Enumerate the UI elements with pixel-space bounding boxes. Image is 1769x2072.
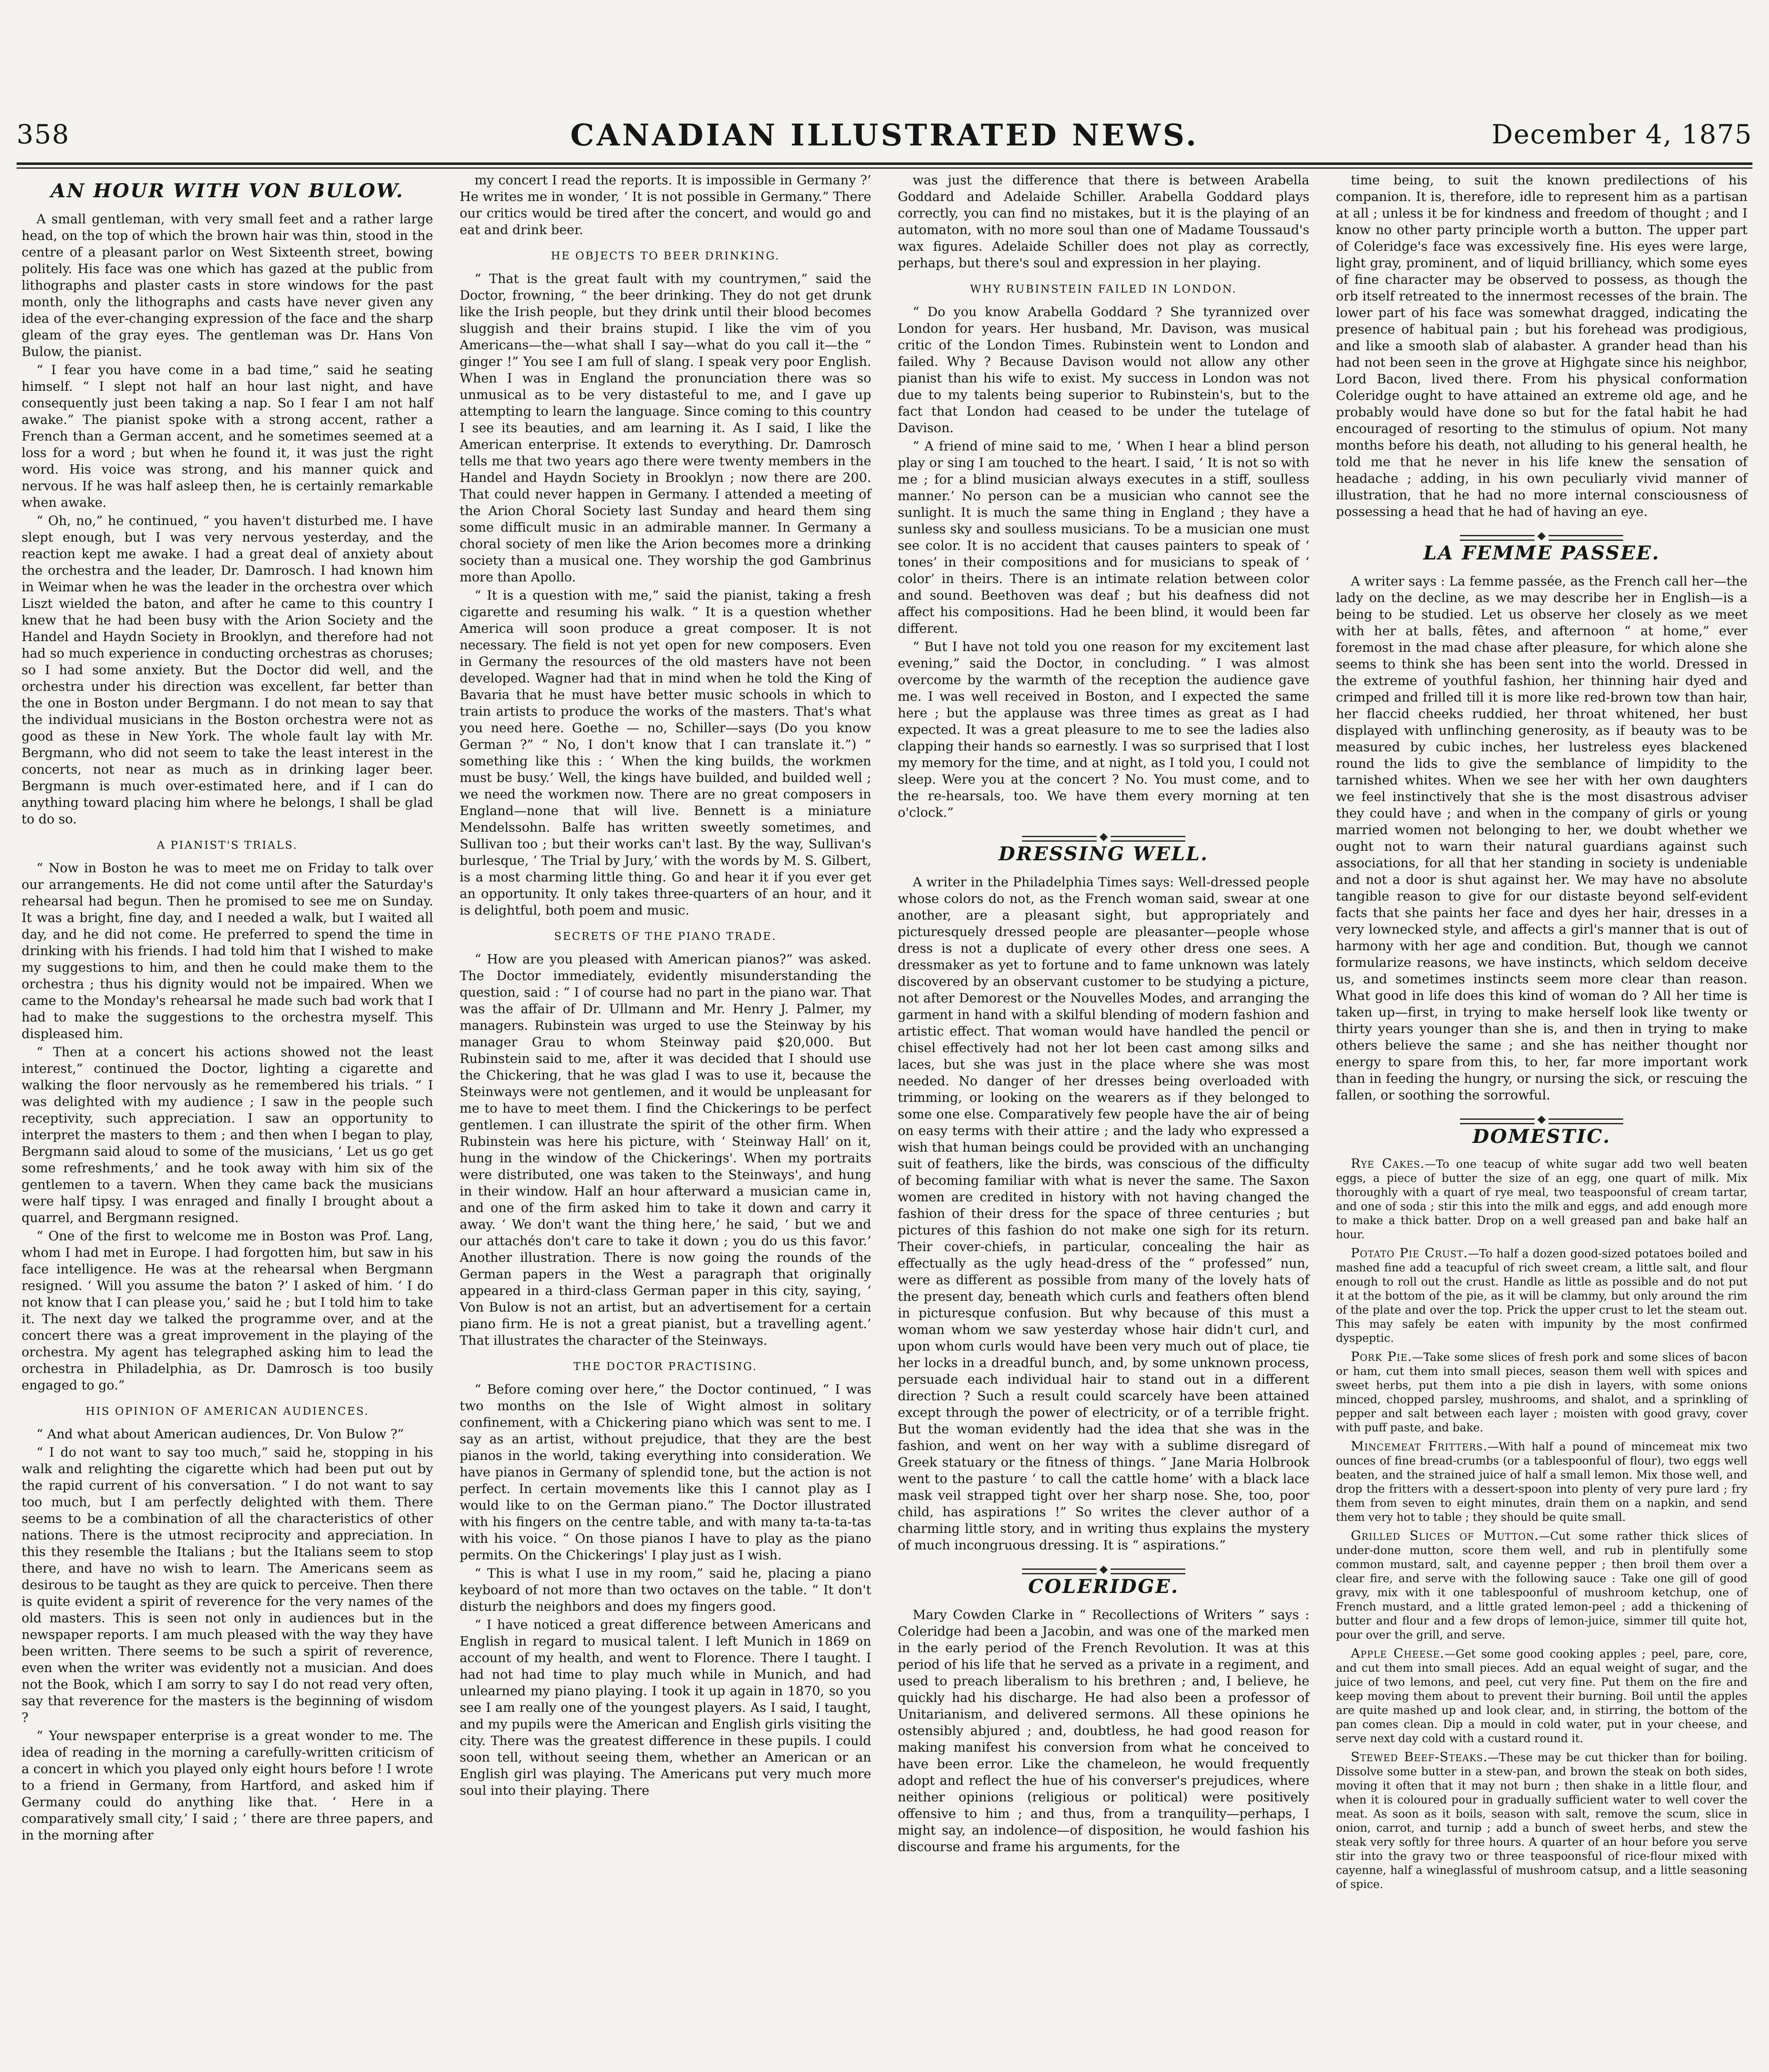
section-divider-ornament: [898, 828, 1310, 835]
section-divider-ornament: [1336, 527, 1748, 534]
subhead-doctor-practising: THE DOCTOR PRACTISING.: [573, 1360, 758, 1373]
recipe-grilled-mutton: [1336, 1529, 1748, 1642]
article-title-coleridge: COLERIDGE.: [1028, 1575, 1179, 1598]
paragraph: “ This is what I use in my room,” said he, placing a piano keyboard of not more than two octaves on the table. “ It don't disturb the neighbors and does my fingers good.: [459, 1566, 871, 1614]
recipe-pork-pie: [1336, 1350, 1748, 1435]
column-2: [455, 172, 877, 2072]
recipe-rye-cakes: [1336, 1157, 1748, 1242]
recipe-text: —To half a dozen good-sized potatoes boiled and mashed fine add a teacupful of rich sweet cream, a little salt, and flour enough to roll out the crust. Handle as little as possible and do not put it at the bottom of the pie, as it will be clammy, but only around the rim of the plate and over the top. Prick the upper crust to let the steam out. This may safely be eaten with impunity by the most confirmed dyspeptic.: [1336, 1247, 1747, 1345]
recipe-text: —Take some slices of fresh pork and some slices of bacon or ham, cut them into small pieces, season them well with spices and sweet herbs, put them into a pie dish in layers, with some onions minced, chopped parsley, mushrooms, and shalot, and a sprinkling of pepper and salt between each layer ; moisten with good gravy, cover with puff paste, and bake.: [1336, 1351, 1747, 1434]
subhead-beer-drinking: HE OBJECTS TO BEER DRINKING.: [551, 250, 780, 262]
article-columns: [17, 172, 1752, 2072]
newspaper-title: CANADIAN ILLUSTRATED NEWS.: [570, 117, 1199, 152]
paragraph: “ Your newspaper enterprise is a great wonder to me. The idea of reading in the morning a carefully-written criticism of a concert in which you played only eight hours before ! I wrote to a friend in Germany, from Hartford, and asked him if Germany could do anything like that. ‘ Here in a comparatively small city,’ I said ; ‘ there are three papers, and in the morning after: [22, 1728, 433, 1843]
recipe-name: Pork Pie.: [1351, 1349, 1412, 1364]
paragraph: A writer in the Philadelphia Times says: Well-dressed people whose colors do not, as the French woman said, swear at one another, are a pleasant sight, but appropriately and picturesquely dressed people are pleasanter—people whose dress is not a duplicate of every other dress one sees. A dressmaker as yet to fortune and to fame unknown was lately discovered by an observant customer to be studying a picture, not after Demorest or the Nouvelles Modes, and arranging the garment in hand with a skilful blending of modern fashion and artistic effect. That woman would have handled the pencil or chisel effectively had not her lot been cast among silks and laces, but she was just in the place where she was most needed. No danger of her dresses being overloaded with trimming, or looking on the wearers as if they belonged to some one else. Comparatively few people have the air of being on easy terms with their attire ; and the lady who expressed a wish that human beings could be provided with an unchanging suit of feathers, like the birds, was conscious of the difficulty of becoming familiar with what is never the same. The Saxon women are credited in history with not having changed the fashion of their dress for the space of three centuries ; but pictures of this fashion do not make one sigh for its return. Their cover-chiefs, in particular, concealing the hair as effectually as the ugly head-dress of the “ professed” nun, were as different as possible from many of the lovely hats of the present day, beneath which curls and feathers often blend in picturesque confusion. But why because of this must a woman whom we saw yesterday whose hair didn't curl, and upon whom curls would have been very much out of place, tie her locks in a dreadful bunch, and, by some unknown process, persuade each individual hair to stand out in a different direction ? Such a result could scarcely have been attained except through the power of electricity, or of a terrible fright. But the woman evidently had the idea that she was in the fashion, and went on her way with a sublime disregard of Greek statuary or the fitness of things. “ Jane Maria Holbrook went to the pasture ‘ to call the cattle home’ with a black lace mask veil strapped tight over her sharp nose. She, too, poor child, has aspirations !” So writes the clever author of a charming little story, and in writing thus explains the mystery of much incongruous dressing. It is “ aspirations.”: [898, 875, 1310, 1553]
paragraph: my concert I read the reports. It is impossible in Germany ?’ He writes me in wonder, ‘ It is not possible in Germany.” There our critics would be tired after the concert, and would go and eat and drink beer.: [459, 173, 871, 237]
masthead-rule: [17, 162, 1752, 165]
paragraph: “ I fear you have come in a bad time,” said he seating himself. “ I slept not half an hour last night, and have consequently just been taking a nap. So I fear I am not half awake.” The pianist spoke with a strong accent, rather a French than a German accent, and he sometimes seemed at a loss for a word ; but when he found it, it was just the right word. His voice was strong, and his manner quick and nervous. If he was half asleep then, he is certainly remarkable when awake.: [22, 363, 433, 510]
column-4: [1331, 172, 1753, 2072]
recipe-name: Grilled Slices of Mutton.: [1351, 1528, 1539, 1543]
paragraph: was just the difference that there is between Arabella Goddard and Adelaide Schiller. Arabella Goddard plays correctly, you can find no mistakes, but it is the playing of an automaton, with no more soul than one of Madame Toussaud's wax figures. Adelaide Schiller does not play as correctly, perhaps, but there's soul and expression in her playing.: [898, 173, 1310, 271]
recipe-text: —These may be cut thicker than for boiling. Dissolve some butter in a stew-pan, and brown the steak on both sides, moving it often that it may not burn ; then shake in a little flour, and when it is coloured pour in gradually sufficient water to well cover the meat. As soon as it boils, season with salt, remove the scum, slice in onion, carrot, and turnip ; add a bunch of sweet herbs, and stew the steak very softly for three hours. A quarter of an hour before you serve stir into the gravy two or three teaspoonsful of rice-flour mixed with cayenne, half a wineglassful of mushroom catsup, and a little seasoning of spice.: [1336, 1751, 1747, 1891]
paragraph: time being, to suit the known predilections of his companion. It is, therefore, idle to represent him as a partisan at all ; unless it be for kindness and freedom of thought ; and I know no other party principle worth a button. The upper part of Coleridge's face was excessively fine. His eyes were large, light gray, prominent, and of liquid brilliancy, which some eyes of fine character may be observed to possess, as though the orb itself retreated to the innermost recesses of the brain. The lower part of his face was somewhat dragged, indicating the presence of habitual pain ; but his forehead was prodigious, and like a smooth slab of alabaster. A grander head than his had not been seen in the grove at Highgate since his neighbor, Lord Bacon, lived there. From his physical conformation Coleridge ought to have attained an extreme old age, and he probably would have done so but for the fatal habit he had encouraged of resorting to the stimulus of opium. Not many months before his death, not alluding to his general health, he told me that he never in his life knew the sensation of headache ; adding, in his own peculiarly vivid manner of illustration, that he had no more internal consciousness of possessing a head that he had of having an eye.: [1336, 173, 1747, 519]
section-divider-ornament: [1336, 1110, 1748, 1118]
paragraph: “ How are you pleased with American pianos?” was asked. The Doctor immediately, evidently misunderstanding the question, said : “ I of course had no part in the piano war. That was the affair of Dr. Ullmann and Mr. Henry J. Palmer, my managers. Rubinstein was urged to use the Steinway by his manager Grau to whom Steinway paid $20,000. But Rubinstein said to me, after it was decided that I should use the Chickering, that he was glad I was to use it, because the Steinways were not gentlemen, and it would be unpleasant for me to have to meet them. I find the Chickerings to be perfect gentlemen. I can illustrate the spirit of the other firm. When Rubinstein was here his picture, with ‘ Steinway Hall’ on it, hung in the window of the Chickerings'. When my portraits were distributed, one was taken to the Steinways', and hung in their window. Half an hour afterward a musician came in, and one of the firm asked him to take it down and carry it away. ‘ We don't want the thing here,’ he said, ‘ but we and our attachés don't care to take it down ; you do us this favor.’ Another illustration. There is now going the rounds of the German papers in the West a paragraph that originally appeared in a third-class German paper in this city, saying, ‘ Von Bulow is not an artist, but an advertisement for a certain piano firm. He is not a great pianist, but a travelling agent.’ That illustrates the character of the Steinways.: [459, 952, 871, 1348]
recipe-apple-cheese: [1336, 1646, 1748, 1746]
paragraph: A small gentleman, with very small feet and a rather large head, on the top of which the brown hair was thin, stood in the centre of a pleasant parlor on West Sixteenth street, bowing politely. His face was one which has gazed at the public from lithographs and plaster casts in store windows for the past month, only the lithographs and casts have never given any idea of the ever-changing expression of the face and the sharp gleam of the gray eyes. The gentleman was Dr. Hans Von Bulow, the pianist.: [22, 212, 433, 359]
recipe-potato-pie-crust: [1336, 1246, 1748, 1346]
paragraph: “ Now in Boston he was to meet me on Friday to talk over our arrangements. He did not come until after the Saturday's rehearsal had begun. Then he promised to see me on Sunday. It was a bright, fine day, and I needed a walk, but I waited all day, and he did not come. He preferred to spend the time in drinking with his friends. I had told him that I wished to make my suggestions to him, and then he could make them to the orchestra ; thus his dignity would not be impaired. When we came to the Monday's rehearsal he made such bad work that I had to make the suggestions to the orchestra myself. This displeased him.: [22, 861, 433, 1041]
recipe-text: —Cut some rather thick slices of under-done mutton, score them well, and rub in plentifully some common mustard, salt, and cayenne pepper ; then broil them over a clear fire, and serve with the following sauce : Take one gill of good gravy, mix with it one tablespoonful of mushroom ketchup, one of French mustard, and a little grated lemon-peel ; add a thickening of butter and flour and a few drops of lemon-juice, simmer till quite hot, pour over the grill, and serve.: [1336, 1530, 1747, 1641]
recipe-mincemeat-fritters: [1336, 1439, 1748, 1525]
subhead-piano-trade: SECRETS OF THE PIANO TRADE.: [554, 930, 777, 943]
paragraph: “ And what about American audiences, Dr. Von Bulow ?”: [36, 1427, 404, 1442]
issue-date: December 4, 1875: [1491, 119, 1752, 150]
column-1: [17, 172, 438, 2072]
article-title-la-femme-passee: LA FEMME PASSEE.: [1423, 542, 1660, 564]
masthead: [17, 112, 1752, 157]
paragraph: “ One of the first to welcome me in Boston was Prof. Lang, whom I had met in Europe. I had forgotten him, but saw in his face intelligence. He was at the rehearsal when Bergmann resigned. ‘ Will you assume the baton ?’ I asked of him. ‘ I do not know that I can please you,’ said he ; but I told him to take it. The next day we talked the programme over, and at the concert there was a great improvement in the playing of the orchestra. My agent has telegraphed asking him to lead the orchestra in Philadelphia, as Dr. Damrosch is too busily engaged to go.”: [22, 1229, 433, 1393]
paragraph: “ I have noticed a great difference between Americans and English in regard to musical talent. I left Munich in 1869 on account of my health, and went to Florence. There I taught. I had not had time to play much while in Munich, and had unlearned my piano playing. I took it up again in 1870, so you see I am really one of the youngest players. As I said, I taught, and my pupils were the American and English girls visiting the city. There was the greatest difference in these pupils. I could soon tell, without seeing them, whether an American or an English girl was playing. The Americans put very much more soul into their playing. There: [459, 1617, 871, 1798]
page-number: 358: [17, 119, 70, 150]
recipe-stewed-beef-steaks: [1336, 1750, 1748, 1892]
paragraph: “ I do not want to say too much,” said he, stopping in his walk and relighting the cigarette which had been put out by the rapid current of his conversation. “ I do not want to say too much, but I am perfectly delighted with them. There seems to be a combination of all the characteristics of other nations. There is the utmost reciprocity and appreciation. In this they resemble the Italians ; but the Italians seem to stop there, and have no wish to learn. The Americans seem as desirous to be taught as they are quick to perceive. Then there is quite evident a spirit of reverence for the very names of the old masters. This is seen not only in audiences but in the newspaper reports. I am much pleased with the way they have been written. There seems to be such a spirit of reverence, even when the writer was evidently not a musician. And does not the Book, which I am sorry to say I do not read very often, say that reverence for the masters is the beginning of wisdom ?: [22, 1445, 433, 1725]
article-title-dressing-well: DRESSING WELL.: [998, 842, 1209, 865]
paragraph: “ Oh, no,” he continued, “ you haven't disturbed me. I have slept enough, but I was very nervous yesterday, and the reaction kept me awake. I had a great deal of anxiety about the orchestra and the leader, Dr. Damrosch. I had known him in Weimar when he was the leader in the orchestra over which Liszt wielded the baton, and after he came to this country I knew that he had been busy with the Arion Society and the Handel and Haydn Society in Brooklyn, and therefore had not had so much experience in conducting orchestras as choruses; so I had some anxiety. But the Doctor did well, and the orchestra under his direction was excellent, far better than the one in Boston under Bergmann. I do not mean to say that the individual musicians in the Boston orchestra were not as good as these in New York. The whole fault lay with Mr. Bergmann, who did not seem to take the least interest in the concerts, not near as much as in drinking lager beer. Bergmann is much over-estimated here, and if I can do anything toward placing him where he belongs, I shall be glad to do so.: [22, 513, 433, 827]
paragraph: “ It is a question with me,” said the pianist, taking a fresh cigarette and resuming his walk. “ It is a question whether America will soon produce a great composer. It is not necessary. The field is not yet open for new composers. Even in Germany the resources of the old masters have not been developed. Wagner had that in mind when he told the King of Bavaria that he must have better music schools in which to train artists to produce the works of the masters. That's what you need here. Goethe — no, Schiller—says (Do you know German ?” “ No, I don't know that I can translate it.”) “ something like this : ‘ When the king builds, the workmen must be busy.’ Well, the kings have builded, and builded well ; we need the workmen now. There are no great composers in England—none that will live. Bennett is a miniature Mendelssohn. Balfe has written sweetly sometimes, and Sullivan too ; but their works can't last. By the way, Sullivan's burlesque, ‘ The Trial by Jury,’ with the words by M. S. Gilbert, is a most charming little thing. Go and hear it if you ever get an opportunity. It only takes three-quarters of an hour, and it is delightful, both poem and music.: [459, 588, 871, 918]
subhead-american-audiences: HIS OPINION OF AMERICAN AUDIENCES.: [85, 1405, 370, 1418]
recipe-text: —With half a pound of mincemeat mix two ounces of fine bread-crumbs (or a tablespoonful of flour), two eggs well beaten, and the strained juice of half a small lemon. Mix those well, and drop the fritters with a dessert-spoon into plenty of very pure lard ; fry them from seven to eight minutes, drain them on a napkin, and send them very hot to table ; they should be quite small.: [1336, 1440, 1747, 1524]
article-title-domestic: DOMESTIC.: [1472, 1125, 1611, 1147]
section-divider-ornament: [898, 1560, 1310, 1568]
subhead-pianists-trials: A PIANIST'S TRIALS.: [157, 839, 298, 852]
masthead-rule-thin: [17, 167, 1752, 169]
paragraph: Mary Cowden Clarke in “ Recollections of Writers ” says : Coleridge had been a Jacobin, and was one of the marked men in the early period of the French Revolution. It was at this period of his life that he served as a private in a regiment, and used to preach liberalism to his brethren ; and, I believe, he quickly had his discharge. He had also been a professor of Unitarianism, and delivered sermons. All these opinions he ostensibly abjured ; and, doubtless, he had good reason for making manifest his conversion from what he conceived to have been error. Like the chameleon, he would frequently adopt and reflect the hue of his converser's prejudices, where neither opinions (religious or political) were positively offensive to him ; and thus, from a tranquility—perhaps, I might say, an indolence—of disposition, he would fashion his discourse and frame his arguments, for the: [898, 1607, 1310, 1854]
paragraph: “ A friend of mine said to me, ‘ When I hear a blind person play or sing I am touched to the heart. I said, ‘ It is not so with me ; for a blind musician always executes in a stiff, soulless manner.’ No person can be a musician who cannot see the sunlight. It is much the same thing in England ; they have a sunless sky and soulless musicians. To be a musician one must see color. It is no accident that causes painters to speak of ‘ tones’ in their compositions and for musicians to speak of ‘ color’ in theirs. There is an intimate relation between color and sound. Beethoven was deaf ; but his deafness did not affect his compositions. Had he been blind, it would been far different.: [898, 439, 1310, 636]
paragraph: “ Do you know Arabella Goddard ? She tyrannized over London for years. Her husband, Mr. Davison, was musical critic of the London Times. Rubinstein went to London and failed. Why ? Because Davison would not allow any other pianist than his wife to exist. My success in London was not due to my talents being superior to Rubinstein's, but to the fact that London had ceased to be under the tutelage of Davison.: [898, 305, 1310, 436]
recipe-name: Stewed Beef-Steaks.: [1351, 1750, 1488, 1765]
recipe-name: Potato Pie Crust.: [1351, 1246, 1468, 1261]
paragraph: “ Then at a concert his actions showed not the least interest,” continued the Doctor, lighting a cigarette and walking the floor nervously as he remembered his trials. “ I was delighted with my audience ; I saw in the people such receptivity, such appreciation. I saw an opportunity to interpret the masters to them ; and then when I began to play, Bergmann said aloud to some of the musicians, ‘ Let us go get some refreshments,’ and he took away with him six of the gentlemen to a tavern. When they came back the musicians were half tipsy. I was enraged and finally I brought about a quarrel, and Bergmann resigned.: [22, 1045, 433, 1225]
paragraph: “ That is the great fault with my countrymen,” said the Doctor, frowning, “ the beer drinking. They do not get drunk like the Irish people, but they drink until their blood becomes sluggish and their brains stupid. I like the vim of you Americans—the—what shall I say—what do you call it—the “ ginger !” You see I am full of slang. I speak very poor English. When I was in England the pronunciation there was so unmusical as to be very distasteful to me, and I gave up attempting to learn the language. Since coming to this country I see its beauties, and am learning it. As I said, I like the American enterprise. It extends to everything. Dr. Damrosch tells me that two years ago there were twenty members in the Handel and Haydn Society in Brooklyn ; now there are 200. That could never happen in Germany. I attended a meeting of the Arion Choral Society last Sunday and heard them sing some difficult music in an admirable manner. In Germany a choral society of men like the Arion becomes more a drinking society than a musical one. They worship the god Gambrinus more than Apollo.: [459, 271, 871, 585]
recipe-name: Rye Cakes.: [1351, 1156, 1425, 1171]
recipe-text: —Get some good cooking apples ; peel, pare, core, and cut them into small pieces. Add an equal weight of sugar, and the juice of two lemons, and peel, cut very fine. Put them on the fire and keep moving them about to prevent their burning. Boil until the apples are quite mashed up and look clear, and, in stirring, the bottom of the pan comes clean. Dip a mould in cold water, put in your cheese, and serve next day cold with a custard round it.: [1336, 1648, 1747, 1745]
subhead-rubinstein-london: WHY RUBINSTEIN FAILED IN LONDON.: [970, 283, 1237, 295]
recipe-name: Apple Cheese.: [1351, 1646, 1445, 1661]
paragraph: “ But I have not told you one reason for my excitement last evening,” said the Doctor, in concluding. “ I was almost overcome by the warmth of the reception the audience gave me. I was well received in Boston, and I expected the same here ; but the applause was three times as great as I had expected. It was a great pleasure to me to see the ladies also clapping their hands so earnestly. I was so surprised that I lost my memory for the time, and at night, as I told you, I could not sleep. Were you at the concert ? No. You must come, and to the re-hearsals, too. We have them every morning at ten o'clock.”: [898, 639, 1310, 820]
paragraph: A writer says : La femme passée, as the French call her—the lady on the decline, as we may describe her in English—is a being to be studied. Let us observe her closely as we meet with her at balls, fêtes, and afternoon “ at home,” ever foremost in the mad chase after pleasure, for which alone she seems to think she has been sent into the world. Dressed in the extreme of youthful fashion, her thinning hair dyed and crimped and frilled till it is more like red-brown tow than hair, her flaccid cheeks ruddied, her throat whitened, her bust displayed with unflinching generosity, as if beauty was to be measured by cubic inches, her lustreless eyes blackened round the lids to give the semblance of limpidity to the tarnished whites. When we see her with her own daughters we feel instinctively that she is the most disastrous adviser they could have ; and when in the company of girls or young married women not belonging to her, we doubt whether we ought not to warn their natural guardians against such associations, for all that her standing in society is undeniable and not a door is shut against her. We may have no absolute tangible reason to give for our distaste beyond self-evident facts that she paints her face and dyes her hair, dresses in a very lownecked style, and affects a girl's manner that is out of harmony with her age and condition. But, though we cannot formularize reasons, we have instincts, which seldom deceive us, and sometimes instincts seem more clear than reason. What good in life does this kind of woman do ? All her time is taken up—first, in trying to make herself look like twenty or thirty years younger than she is, and then in trying to make others believe the same ; and she has neither thought nor energy to spare from this, to her, far more important work than in feeding the hungry, or nursing the sick, or rescuing the fallen, or soothing the sorrowful.: [1336, 574, 1747, 1103]
paragraph: “ Before coming over here,” the Doctor continued, “ I was two months on the Isle of Wight almost in solitary confinement, with a Chickering piano which was sent to me. I say as an artist, without prejudice, that they are the best pianos in the world, taking everything into consideration. We have pianos in Germany of splendid tone, but the action is not perfect. In certain movements like this I cannot play as I would like to on the German piano.” The Doctor illustrated with his fingers on the centre table, and with many ta-ta-ta-tas with his voice. “ On those pianos I have to play as the piano permits. On the Chickerings' I play just as I wish.: [459, 1382, 871, 1563]
recipe-text: —To one teacup of white sugar add two well beaten eggs, a piece of butter the size of an egg, one quart of milk. Mix thoroughly with a quart of rye meal, two teaspoonsful of cream tartar, and one of soda ; stir this into the milk and eggs, and add enough more to make a thick batter. Drop on a well greased pan and bake half an hour.: [1336, 1158, 1747, 1241]
column-3: [893, 172, 1315, 2072]
article-title-von-bulow: AN HOUR WITH VON BULOW.: [51, 179, 404, 202]
recipe-name: Mincemeat Fritters.: [1351, 1439, 1488, 1454]
